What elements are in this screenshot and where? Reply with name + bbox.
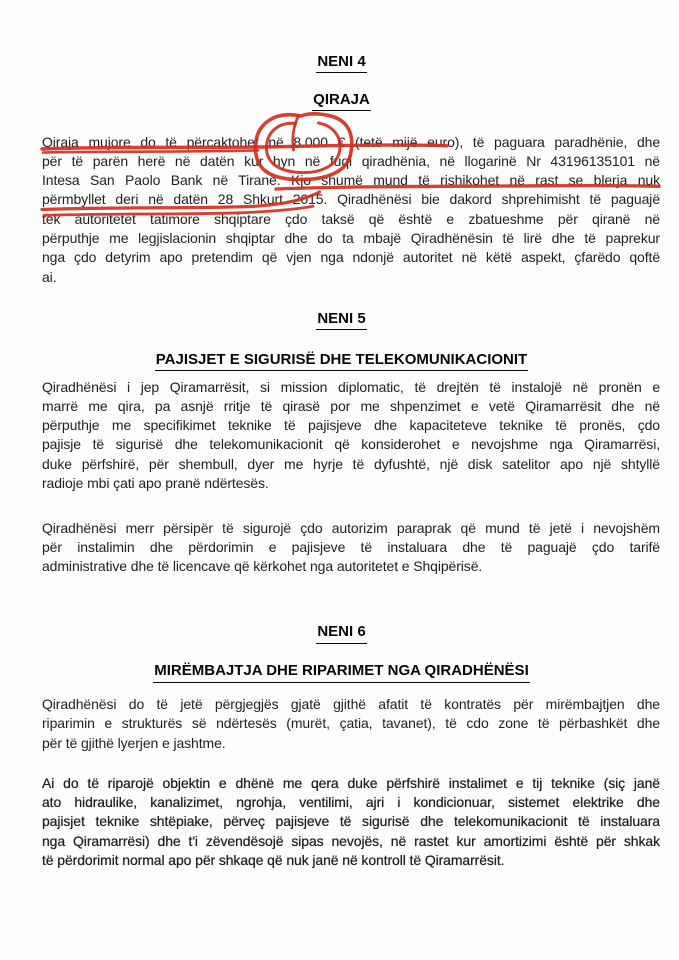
section-title-qiraja — [42, 90, 641, 111]
text-line: të përdorimit normal apo për shkaqe që nuk janë në kontroll të Qiramarrësit. — [42, 852, 505, 869]
text-line: Qiradhënësi do të jetë përgjegjës gjatë gjithë afatit të kontratës për mirëmbajtjen dhe — [42, 695, 660, 712]
text-line: Intesa San Paolo Bank në Tiranë. Kjo shumë mund të rishikohet në rast se blerja nuk — [42, 172, 660, 189]
text-line: Qiradhënësi i jep Qiramarrësit, si mission diplomatic, të drejtën të instalojë në pronën e — [42, 378, 660, 395]
text-line: radioje mbi çati apo pranë ndërtesës. — [42, 475, 269, 492]
text-line: nga çdo detyrim apo pretendim që vjen nga ndonjë autoritet në këtë aspekt, çfarëdo qoftë — [42, 249, 660, 266]
article-heading-neni-4 — [42, 52, 641, 73]
text-line: duke përfshirë, për shembull, dyer me hyrje të dyfushtë, një disk satelitor apo një shtyllë — [42, 455, 660, 472]
paragraph-authorizations — [42, 519, 660, 577]
paragraph-equipment-rights — [42, 378, 660, 494]
section-title-text: MIRËMBAJTJA DHE RIPARIMET NGA QIRADHËNËSI — [153, 661, 529, 682]
text-line: tek autoritetet tatimore shqiptare çdo taksë që është e zbatueshme për qiranë në — [42, 210, 660, 227]
text-line: Qiraja mujore do të përcaktohet në 8.000 € (tetë mijë euro), të paguara paradhënie, dhe — [42, 133, 660, 150]
text-line: Ai do të riparojë objektin e dhënë me qera duke përfshirë instalimet e tij teknike (siç janë — [42, 774, 660, 791]
article-heading-text: NENI 4 — [316, 52, 366, 73]
article-heading-neni-6 — [42, 622, 641, 643]
section-title-text: PAJISJET E SIGURISË DHE TELEKOMUNIKACIONIT — [155, 350, 528, 371]
text-line: pajisjet teknike shtëpiake, përveç pajisjeve të sigurisë dhe telekomunikacionit të instaluara — [42, 813, 660, 830]
section-title-mirembajtja — [42, 661, 641, 682]
text-line: për instalimin dhe përdorimin e pajisjeve të instaluara dhe të paguajë çdo tarifë — [42, 538, 660, 555]
paragraph-maintenance — [42, 695, 660, 753]
text-line: administrative dhe të licencave që kërkohet nga autoritetet e Shqipërisë. — [42, 558, 483, 575]
text-line: për të parën herë në datën kur hyn në fuqi qiradhënia, në llogarinë Nr 43196135101 në — [42, 152, 660, 169]
text-line: pajisje të sigurisë dhe telekomunikacionit që konsiderohet e nevojshme nga Qiramarrësi, — [42, 436, 660, 453]
text-line: përmbyllet deri në datën 28 Shkurt 2015. Qiradhënësi bie dakord shprehimisht të paguajë — [42, 191, 660, 208]
text-line: përputhje me specifikimet teknike të pajisjeve dhe kapaciteteve teknike të pronës, çdo — [42, 417, 660, 434]
section-title-text: QIRAJA — [312, 90, 371, 111]
text-line: për të gjithë lyerjen e jashtme. — [42, 734, 226, 751]
text-line: riparimin e strukturës së ndërtesës (murët, çatia, tavanet), të cdo zone të përbashkët dhe — [42, 715, 660, 732]
paragraph-rent-amount — [42, 133, 660, 287]
section-title-pajisjet — [42, 350, 641, 371]
article-heading-neni-5 — [42, 309, 641, 330]
text-line: Qiradhënësi merr përsipër të sigurojë çdo autorizim paraprak që mund të jetë i nevojshëm — [42, 519, 660, 536]
text-line: marrë me qira, pa asnjë rritje të qirasë por me shpenzimet e vetë Qiramarrësit dhe në — [42, 397, 660, 414]
text-line: ato hidraulike, kanalizimet, ngrohja, ventilimi, ajri i kondicionuar, sistemet elektrike dhe — [42, 794, 660, 811]
article-heading-text: NENI 6 — [316, 622, 366, 643]
text-line: ai. — [42, 268, 57, 285]
text-line: nga Qiramarrësi) dhe t'i zëvendësojë sipas nevojës, në rastet kur amortizimi është për shkak — [42, 832, 660, 849]
text-line: përputhje me legjislacionin shqiptar dhe do ta mbajë Qiradhënësin të lirë dhe të paprekur — [42, 230, 660, 247]
article-heading-text: NENI 5 — [316, 309, 366, 330]
paragraph-repairs — [42, 774, 660, 870]
